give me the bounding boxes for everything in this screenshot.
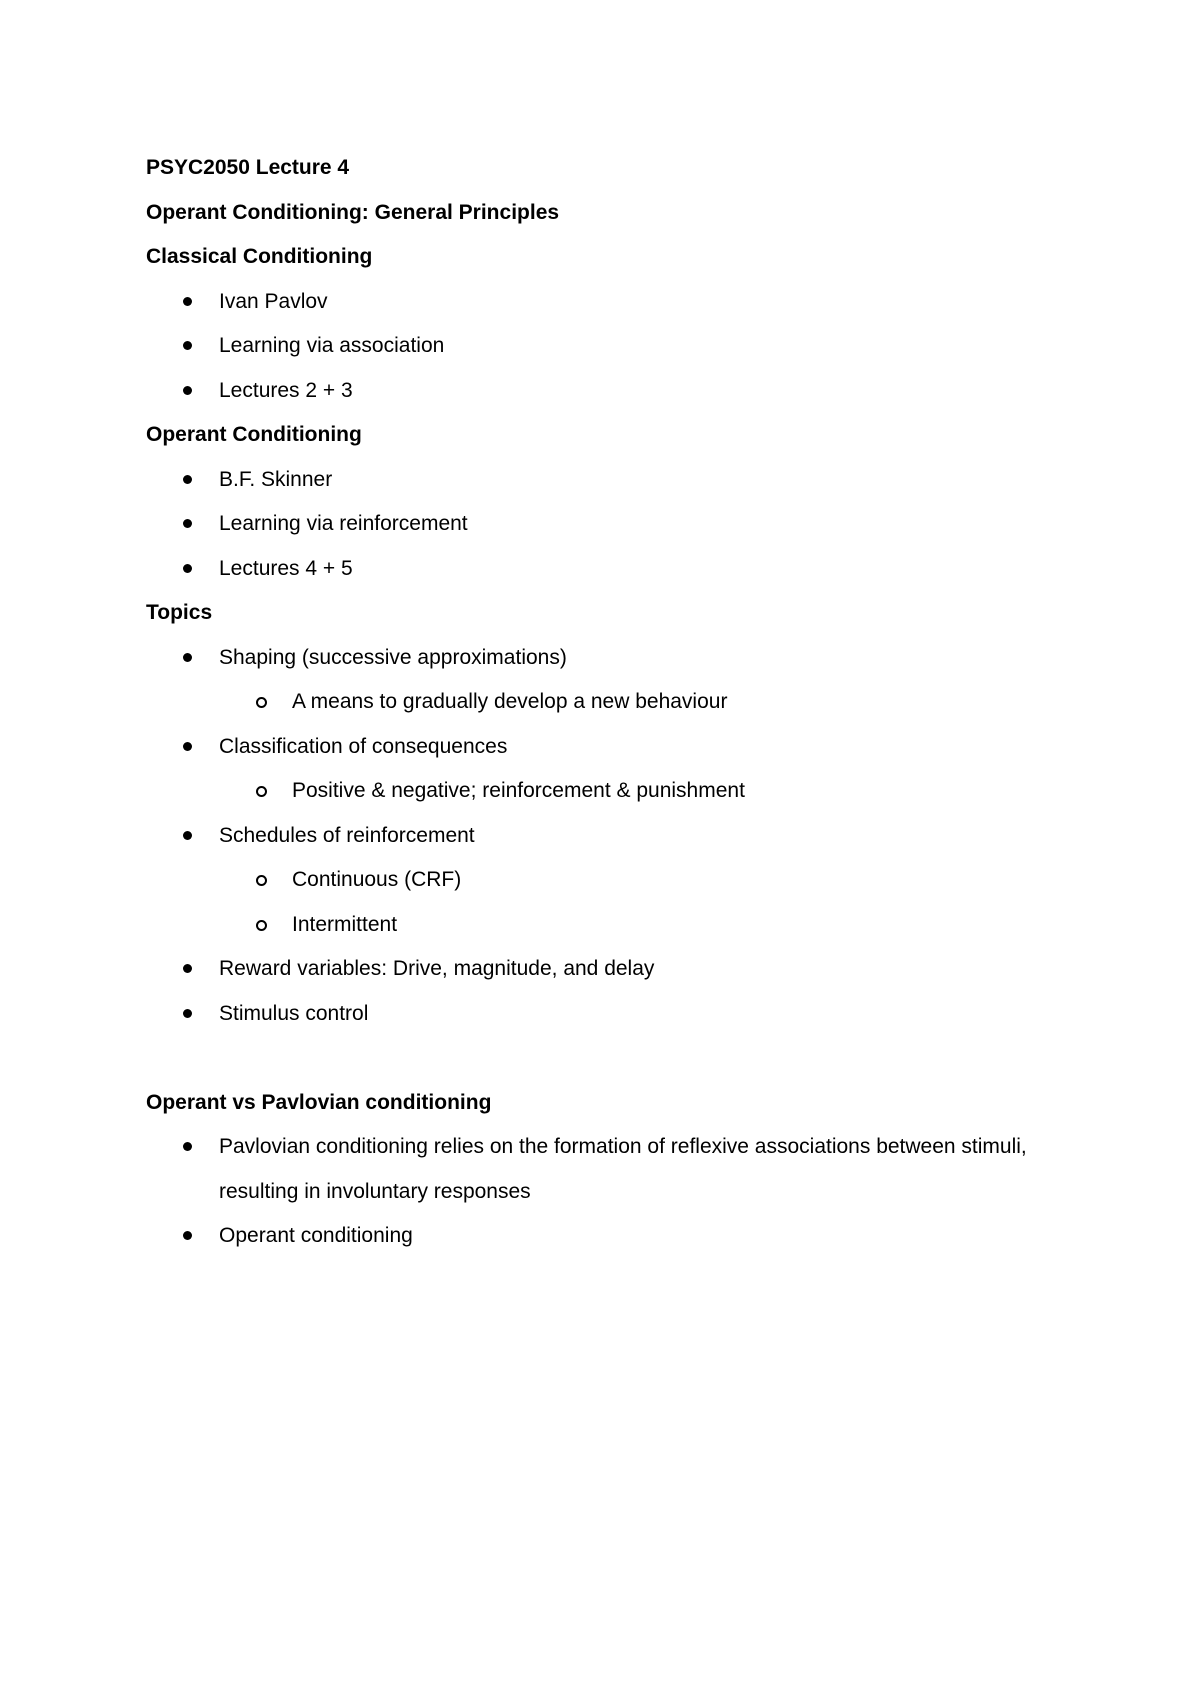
list-item	[146, 280, 1046, 325]
bullet-icon	[183, 386, 192, 395]
bullet-icon	[183, 341, 192, 350]
list-item-text: Schedules of reinforcement	[219, 823, 475, 847]
hollow-bullet-icon	[256, 920, 267, 931]
list-item	[146, 725, 1046, 814]
bullet-icon	[183, 831, 192, 840]
bullet-icon	[183, 964, 192, 973]
list-item-text: Operant conditioning	[219, 1224, 413, 1247]
list-item	[146, 369, 1046, 414]
sub-list-item-text: Positive & negative; reinforcement & punishment	[292, 779, 745, 802]
list-item-text: Lectures 2 + 3	[219, 378, 353, 402]
section-heading-comparison: Operant vs Pavlovian conditioning	[146, 1090, 492, 1114]
sub-list-item-text: A means to gradually develop a new behaviour	[292, 690, 728, 713]
topics-list	[146, 636, 1046, 1037]
bullet-icon	[183, 1231, 192, 1240]
document-title: PSYC2050 Lecture 4	[146, 156, 350, 179]
bullet-icon	[183, 1009, 192, 1018]
list-item	[146, 992, 1046, 1037]
list-item	[146, 947, 1046, 992]
list-item-text: Stimulus control	[219, 1001, 369, 1025]
comparison-list	[146, 1125, 1046, 1259]
list-item	[146, 502, 1046, 547]
list-item	[146, 547, 1046, 592]
list-item-text: Classification of consequences	[219, 734, 508, 758]
hollow-bullet-icon	[256, 786, 267, 797]
classical-list	[146, 280, 1046, 414]
list-item	[146, 1125, 1046, 1214]
list-item	[146, 324, 1046, 369]
list-item	[146, 1214, 1046, 1259]
list-item	[146, 636, 1046, 725]
list-item-text: Pavlovian conditioning relies on the formation of reflexive associations between stimuli, resulting in involuntary responses	[219, 1135, 1027, 1203]
list-item-text: B.F. Skinner	[219, 467, 333, 491]
sub-list-item-text: Continuous (CRF)	[292, 868, 462, 891]
operant-list	[146, 458, 1046, 592]
list-item-text: Learning via reinforcement	[219, 512, 468, 535]
sub-list	[219, 680, 1046, 725]
sub-list	[219, 858, 1046, 947]
bullet-icon	[183, 1142, 192, 1151]
list-item-text: Lectures 4 + 5	[219, 556, 353, 580]
bullet-icon	[183, 519, 192, 528]
bullet-icon	[183, 742, 192, 751]
section-heading-topics: Topics	[146, 601, 213, 624]
sub-list-item	[219, 858, 1046, 903]
sub-list-item	[219, 680, 1046, 725]
hollow-bullet-icon	[256, 875, 267, 886]
document-subtitle: Operant Conditioning: General Principles	[146, 200, 560, 224]
blank-line	[146, 1036, 1046, 1081]
bullet-icon	[183, 564, 192, 573]
document-body	[146, 146, 1046, 1259]
sub-list-item	[219, 903, 1046, 948]
section-heading-classical: Classical Conditioning	[146, 245, 373, 268]
bullet-icon	[183, 475, 192, 484]
sub-list-item	[219, 769, 1046, 814]
bullet-icon	[183, 653, 192, 662]
bullet-icon	[183, 297, 192, 306]
list-item-text: Ivan Pavlov	[219, 289, 328, 313]
hollow-bullet-icon	[256, 697, 267, 708]
list-item-text: Learning via association	[219, 334, 445, 357]
list-item	[146, 458, 1046, 503]
list-item-text: Shaping (successive approximations)	[219, 645, 567, 669]
sub-list	[219, 769, 1046, 814]
list-item	[146, 814, 1046, 948]
section-heading-operant: Operant Conditioning	[146, 423, 362, 446]
list-item-text: Reward variables: Drive, magnitude, and delay	[219, 957, 655, 980]
sub-list-item-text: Intermittent	[292, 912, 398, 936]
